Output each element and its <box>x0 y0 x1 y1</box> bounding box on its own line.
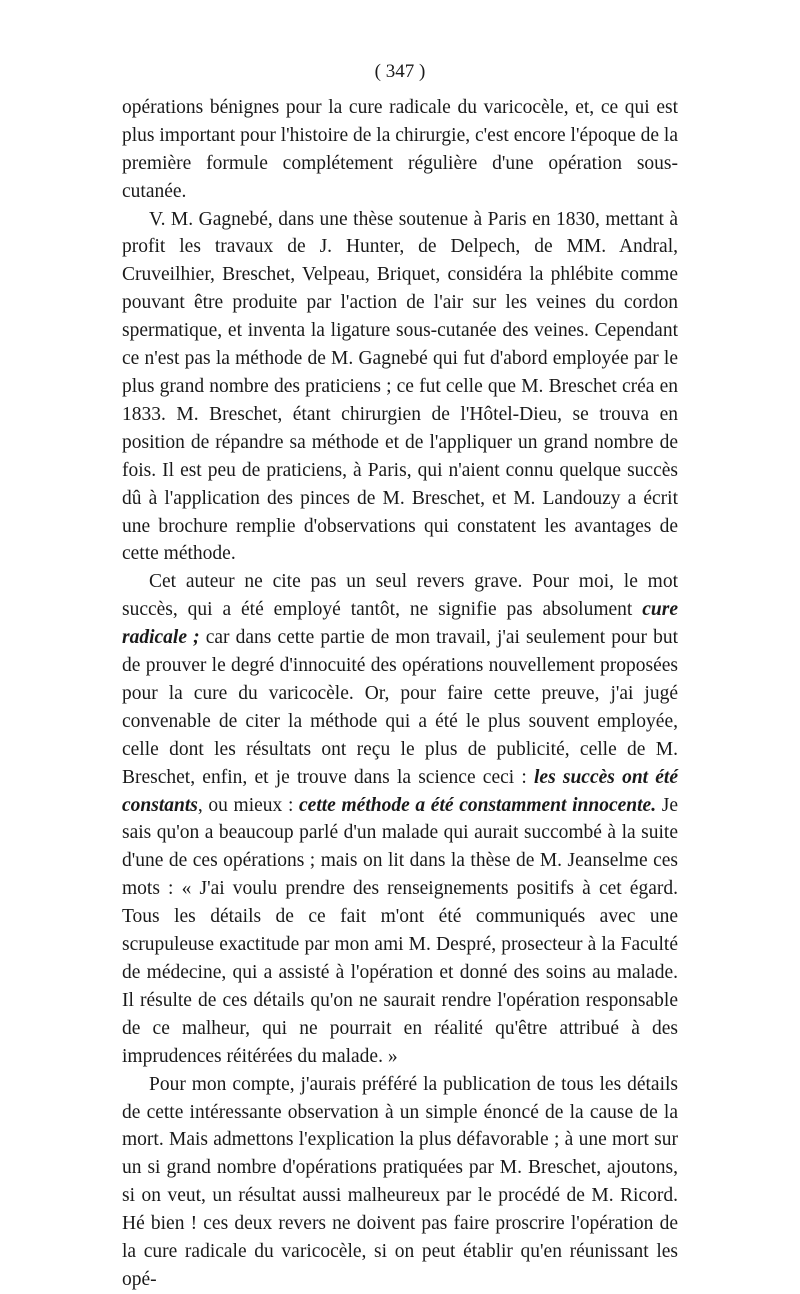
paragraph-text: opérations bénignes pour la cure radicale du varicocèle, et, ce qui est plus important pour l'histoire de la chirurgie, c'est encore l'époque de la première formule complétement régulière d'une opération sous-cutanée. <box>122 96 679 202</box>
paragraph-text: V. M. Gagnebé, dans une thèse soutenue à Paris en 1830, mettant à profit les travaux de J. Hunter, de Delpech, de MM. Andral, Cruveilhier, Breschet, Velpeau, Briquet, considéra la phlébite comme pouvant être produite par l'action de l'air sur les veines du cordon spermatique, et inventa la ligature sous-cutanée des veines. Cependant ce n'est pas la méthode de M. Gagnebé qui fut d'abord employée par le plus grand nombre des praticiens ; ce fut celle que M. Breschet créa en 1833. M. Breschet, étant chirurgien de l'Hôtel-Dieu, se trouva en position de répandre sa méthode et de l'appliquer un grand nombre de fois. Il est peu de praticiens, à Paris, qui n'aient connu quelque succès dû à l'application des pinces de M. Breschet, et M. Landouzy a écrit une brochure remplie d'observations qui constatent les avantages de cette méthode. <box>122 208 678 565</box>
paragraph-text: Pour mon compte, j'aurais préféré la publication de tous les détails de cette intéressante observation à un simple énoncé de la cause de la mort. Mais admettons l'explication la plus défavorable ; à une mort sur un si grand nombre d'opérations pratiquées par M. Breschet, ajoutons, si on veut, un résultat aussi malheureux par le procédé de M. Ricord. Hé bien ! ces deux revers ne doivent pas faire proscrire l'opération de la cure radicale du varicocèle, si on peut établir qu'en réunissant les opé- <box>122 1073 678 1290</box>
paragraph <box>122 94 678 206</box>
emphasis-text: cure radicale ; <box>122 599 678 649</box>
paragraph <box>122 1071 678 1294</box>
paragraph <box>122 206 678 569</box>
book-page <box>122 58 678 1294</box>
paragraph-text: car dans cette partie de mon travail, j'ai seulement pour but de prouver le degré d'innocuité des opérations nouvellement proposées pour la cure du varicocèle. Or, pour faire cette preuve, j'ai jugé convenable de citer la méthode qui a été le plus souvent employée, celle dont les résultats ont reçu le plus de publicité, celle de M. Breschet, enfin, et je trouve dans la science ceci : <box>122 627 678 788</box>
emphasis-text: les succès ont été constants <box>122 766 679 816</box>
paragraph-text: Cet auteur ne cite pas un seul revers grave. Pour moi, le mot succès, qui a été employé tantôt, ne signifie pas absolument <box>122 571 678 621</box>
paragraph-text: Je sais qu'on a beaucoup parlé d'un malade qui aurait succombé à la suite d'une de ces opérations ; mais on lit dans la thèse de M. Jeanselme ces mots : « J'ai voulu prendre des renseignements positifs à cet égard. Tous les détails de ce fait m'ont été communiqués avec une scrupuleuse exactitude par mon ami M. Despré, prosecteur à la Faculté de médecine, qui a assisté à l'opération et donné des soins au malade. Il résulte de ces détails qu'on ne saurait rendre l'opération responsable de ce malheur, qui ne pourrait en réalité qu'être attribué à des imprudences réitérées du malade. » <box>122 794 678 1067</box>
paragraph-text: , ou mieux : <box>197 794 300 816</box>
page-number: ( 347 ) <box>374 61 426 82</box>
emphasis-text: cette méthode a été constamment innocente. <box>299 794 657 816</box>
paragraph <box>122 568 678 1070</box>
